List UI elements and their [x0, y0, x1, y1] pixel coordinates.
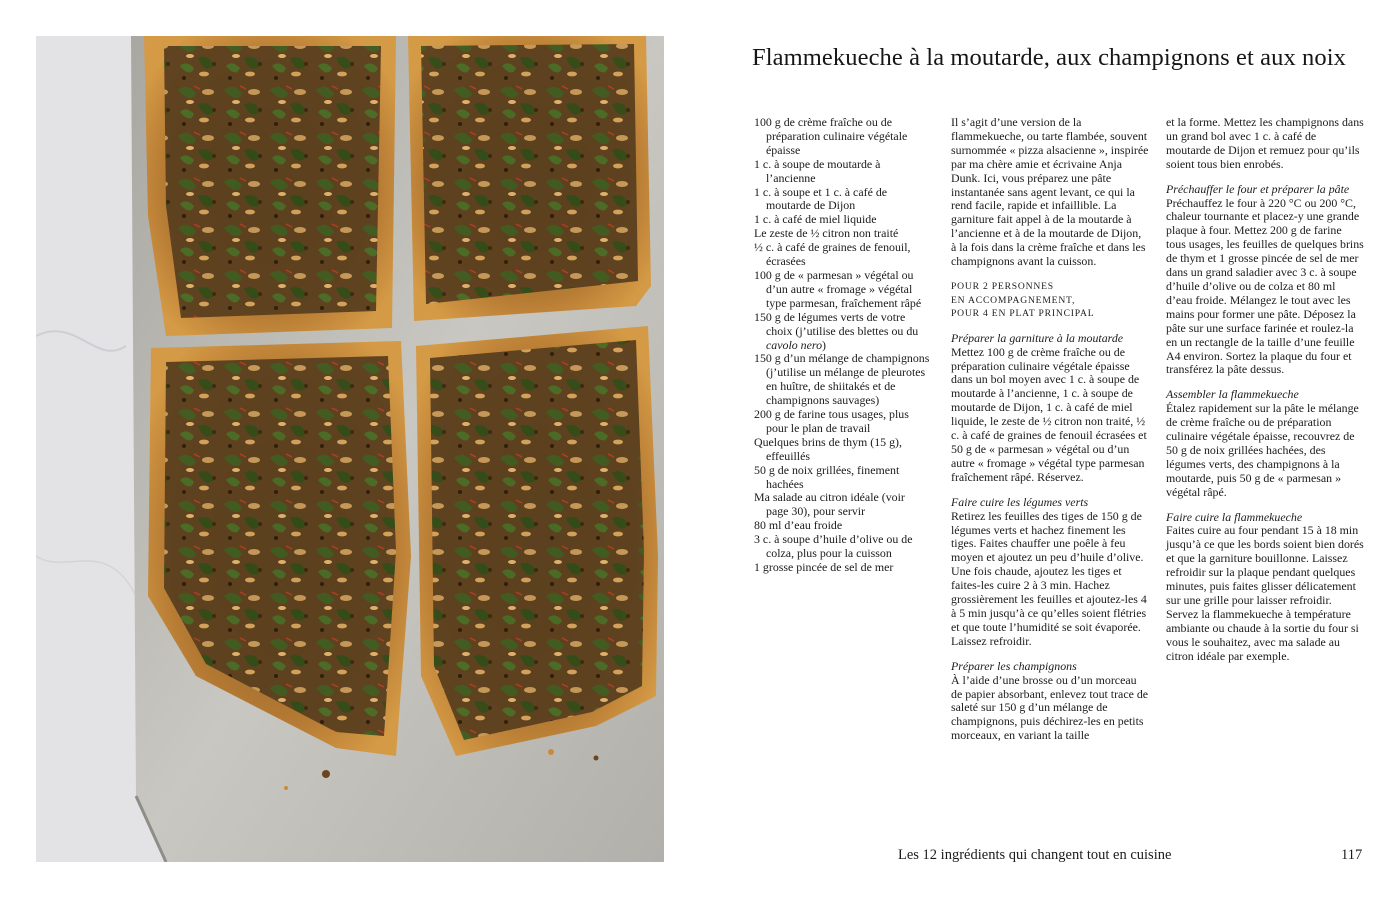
ingredient-item: 100 g de « parmesan » végétal ou d’un autre « fromage » végétal type parmesan, fraîchement râpé: [754, 267, 922, 310]
running-footer-book-title: Les 12 ingrédients qui changent tout en cuisine: [898, 847, 1172, 863]
step-text: Étalez rapidement sur la pâte le mélange de crème fraîche ou de préparation culinaire végétale épaisse, recouvrez de 50 g de noix grillées hachées, des légumes verts, des champignons à la moutarde, puis 50 g de « parmesan » végétal râpé.: [1166, 401, 1359, 499]
ingredient-item: [754, 311, 930, 353]
ingredient-text: 150 g de légumes verts de votre choix (j’utilise des blettes ou du: [754, 309, 919, 338]
ingredient-item: 150 g d’un mélange de champignons (j’utilise un mélange de pleurotes en huître, de shiitakés et de champignons sauvages): [754, 351, 930, 408]
ingredient-item: 1 grosse pincée de sel de mer: [754, 560, 894, 574]
servings-line: POUR 2 PERSONNES: [951, 280, 1054, 292]
ingredient-item: 1 c. à café de miel liquide: [754, 212, 877, 227]
ingredient-item: Ma salade au citron idéale (voir page 30), pour servir: [754, 490, 905, 519]
ingredient-item: 200 g de farine tous usages, plus pour le plan de travail: [754, 407, 909, 435]
flammekueche-photo: [36, 36, 664, 862]
ingredient-item: Le zeste de ½ citron non traité: [754, 226, 899, 241]
recipe-title: Flammekueche à la moutarde, aux champignons et aux noix: [752, 44, 1347, 71]
servings-line: POUR 4 EN PLAT PRINCIPAL: [951, 308, 1095, 320]
step-text: Préchauffez le four à 220 °C ou 200 °C, chaleur tournante et placez-y une grande plaque à four. Mettez 200 g de farine tous usages, les feuilles de quelques brins de thym et 1 grosse pincée de sel de mer dans un grand saladier avec 3 c. à soupe d’huile d’olive ou de colza et 80 ml d’eau froide. Mélangez le tout avec les mains pour former une pâte. Déposez la pâte sur une surface farinée et roulez-la en un rectangle de la taille d’une feuille A4 environ. Sortez la plaque du four et transférez la pâte dessus.: [1166, 195, 1364, 377]
ingredient-italic-text: cavolo nero: [766, 337, 823, 352]
method-column-1: [951, 116, 1149, 743]
ingredient-item: 100 g de crème fraîche ou de préparation culinaire végétale épaisse: [754, 115, 908, 157]
ingredient-item: ½ c. à café de graines de fenouil, écrasées: [754, 240, 911, 269]
step-text: Mettez 100 g de crème fraîche ou de préparation culinaire végétale épaisse dans un bol moyen avec 1 c. à soupe de moutarde à l’ancienne, 1 c. à soupe de moutarde de Dijon, 1 c. à café de miel liquide, le zeste de ½ citron non traité, ½ c. à café de graines de fenouil écrasées et 50 g de « parmesan » végétal ou d’un autre « fromage » végétal type parmesan fraîchement râpé. Réservez.: [951, 344, 1147, 484]
recipe-intro: Il s’agit d’une version de la flammekueche, ou tarte flambée, souvent surnommée « pizza alsacienne », inspirée par ma chère amie et écrivaine Anja Dunk. Ici, vous préparez une pâte instantanée sans agent levant, ce qui la rend facile, rapide et infaillible. La garniture fait appel à de la moutarde à l’ancienne et à de la moutarde de Dijon, à la fois dans la crème fraîche et dans les champignons avant la cuisson.: [951, 115, 1149, 269]
ingredient-text: ): [822, 337, 826, 352]
ingredient-item: 50 g de noix grillées, finement hachées: [754, 462, 900, 491]
step-heading: Préparer la garniture à la moutarde: [951, 330, 1124, 345]
ingredient-item: 1 c. à soupe et 1 c. à café de moutarde de Dijon: [754, 184, 888, 213]
servings-line: EN ACCOMPAGNEMENT,: [951, 294, 1076, 306]
method-column-2: [1166, 116, 1364, 664]
flammekueche-illustration: [36, 36, 664, 862]
ingredient-item: 80 ml d’eau froide: [754, 518, 843, 533]
step-text: Faites cuire au four pendant 15 à 18 min jusqu’à ce que les bords soient bien dorés et que la garniture bouillonne. Laissez refroidir sur la plaque pendant quelques minutes, puis faites glisser délicatement sur une grille pour laisser refroidir. Servez la flammekueche à température ambiante ou chaude à la sortie du four si vous le souhaitez, avec ma salade au citron idéale par exemple.: [1166, 523, 1364, 663]
step-heading: Assembler la flammekueche: [1166, 387, 1299, 402]
ingredient-item: 3 c. à soupe d’huile d’olive ou de colza, plus pour la cuisson: [754, 532, 913, 561]
step-heading: Faire cuire la flammekueche: [1166, 509, 1303, 524]
ingredients-list: [754, 116, 930, 575]
page-number: 117: [1341, 847, 1363, 863]
step-text: À l’aide d’une brosse ou d’un morceau de papier absorbant, enlevez tout trace de saleté sur 150 g d’un mélange de champignons, puis déchirez-les en petits morceaux, en variant la taille: [951, 672, 1149, 743]
ingredient-item: 1 c. à soupe de moutarde à l’ancienne: [754, 156, 881, 185]
step-text: Retirez les feuilles des tiges de 150 g de légumes verts et hachez finement les tiges. Faites chauffer une poêle à feu moyen et ajoutez un peu d’huile d’olive. Une fois chaude, ajoutez les tiges et faites-les cuire 2 à 3 min. Hachez grossièrement les feuilles et ajoutez-les 4 à 5 min jusqu’à ce qu’elles soient flétries et que toute l’humidité se soit évaporée. Laissez refroidir.: [951, 508, 1147, 648]
step-heading: Préchauffer le four et préparer la pâte: [1166, 181, 1350, 196]
step-text-continuation: et la forme. Mettez les champignons dans un grand bol avec 1 c. à café de moutarde de Dijon et remuez pour qu’ils soient tous bien enrobés.: [1166, 115, 1364, 171]
step-heading: Préparer les champignons: [951, 658, 1077, 673]
ingredient-item: Quelques brins de thym (15 g), effeuillés: [754, 434, 902, 463]
step-heading: Faire cuire les légumes verts: [951, 494, 1089, 509]
